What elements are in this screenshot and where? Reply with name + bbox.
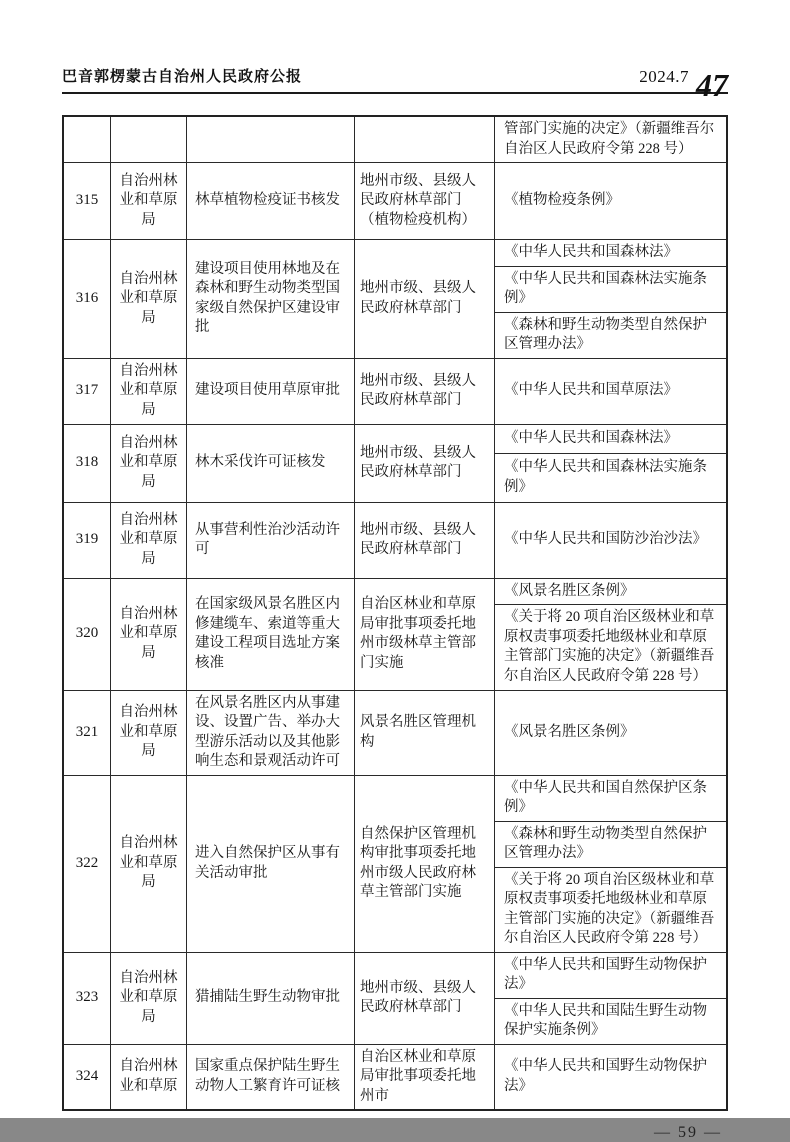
row-number-cell: 319: [75, 531, 99, 548]
table-row: [64, 502, 726, 578]
legal-basis-entry: 《中华人民共和国草原法》: [504, 382, 678, 399]
legal-basis-entry: 《风景名胜区条例》: [504, 582, 635, 599]
legal-basis-entry: 《中华人民共和国森林法》: [504, 429, 678, 446]
table-row: [64, 1044, 726, 1110]
department-cell: 自治州林业和草原局: [110, 240, 186, 358]
item-name-cell: [186, 117, 354, 162]
legal-basis-entry: 《中华人民共和国森林法》: [504, 244, 678, 260]
department-cell: [110, 117, 186, 162]
department-cell: 自治州林业和草原: [110, 1045, 186, 1110]
row-number-cell: 321: [75, 723, 99, 740]
legal-basis-cell: [494, 953, 726, 1044]
department-cell: 自治州林业和草原局: [110, 776, 186, 952]
page-number: — 59 —: [654, 1124, 722, 1141]
legal-basis-entry: 《中华人民共和国野生动物保护法》: [504, 1058, 707, 1094]
department-cell: 自治州林业和草原局: [110, 163, 186, 239]
item-name-cell: 林木采伐许可证核发: [186, 425, 354, 502]
legal-basis-entry: 《中华人民共和国自然保护区条例》: [504, 779, 707, 815]
legal-basis-cell: [494, 1045, 726, 1110]
table-row: [64, 690, 726, 775]
issue-number: 47: [696, 67, 728, 103]
table-row: [64, 117, 726, 162]
legal-basis-entry: 《森林和野生动物类型自然保护区管理办法》: [495, 821, 726, 867]
gazette-title: 巴音郭楞蒙古自治州人民政府公报: [62, 68, 303, 85]
item-name-cell: 林草植物检疫证书核发: [186, 163, 354, 239]
table-row: [64, 424, 726, 502]
implementer-cell: 自然保护区管理机构审批事项委托地州市级人民政府林草主管部门实施: [354, 776, 494, 952]
row-number-cell: 316: [75, 290, 99, 306]
row-number-cell: [64, 117, 110, 162]
implementer-cell: 地州市级、县级人民政府林草部门（植物检疫机构）: [354, 163, 494, 239]
table-row: [64, 239, 726, 358]
department-cell: 自治州林业和草原局: [110, 425, 186, 502]
legal-basis-cell: [494, 425, 726, 502]
legal-basis-entry: 《关于将 20 项自治区级林业和草原权责事项委托地级林业和草原主管部门实施的决定》（新疆维吾尔自治区人民政府令第 228 号）: [495, 604, 726, 689]
item-name-cell: 从事营利性治沙活动许可: [186, 503, 354, 578]
department-cell: 自治州林业和草原局: [110, 359, 186, 424]
legal-basis-cell: [494, 503, 726, 578]
implementer-cell: 自治区林业和草原局审批事项委托地州市: [354, 1045, 494, 1110]
department-cell: 自治州林业和草原局: [110, 503, 186, 578]
row-number-cell: 318: [75, 454, 99, 471]
item-name-cell: 建设项目使用林地及在森林和野生动物类型国家级自然保护区建设审批: [186, 240, 354, 358]
implementer-cell: 地州市级、县级人民政府林草部门: [354, 425, 494, 502]
table-row: [64, 578, 726, 690]
item-name-cell: 进入自然保护区从事有关活动审批: [186, 776, 354, 952]
legal-basis-entry: 《风景名胜区条例》: [504, 723, 635, 740]
department-cell: 自治州林业和草原局: [110, 579, 186, 690]
implementer-cell: 自治区林业和草原局审批事项委托地州市级林草主管部门实施: [354, 579, 494, 690]
table-row: [64, 775, 726, 952]
item-name-cell: 在国家级风景名胜区内修建缆车、索道等重大建设工程项目选址方案核准: [186, 579, 354, 690]
implementer-cell: 风景名胜区管理机构: [354, 691, 494, 775]
row-number-cell: 317: [75, 382, 99, 399]
item-name-cell: 建设项目使用草原审批: [186, 359, 354, 424]
table-row: [64, 162, 726, 239]
legal-basis-entry: 《森林和野生动物类型自然保护区管理办法》: [495, 312, 726, 358]
row-number-cell: 324: [75, 1068, 99, 1084]
item-name-cell: 猎捕陆生野生动物审批: [186, 953, 354, 1044]
department-cell: 自治州林业和草原局: [110, 953, 186, 1044]
legal-basis-cell: [494, 579, 726, 690]
legal-basis-cell: [494, 776, 726, 952]
implementer-cell: 地州市级、县级人民政府林草部门: [354, 503, 494, 578]
implementer-cell: [354, 117, 494, 162]
row-number-cell: 315: [75, 192, 99, 209]
legal-basis-cell: [494, 359, 726, 424]
implementer-cell: 地州市级、县级人民政府林草部门: [354, 359, 494, 424]
issue-date: 2024.7: [639, 67, 689, 86]
legal-basis-entry: 《植物检疫条例》: [504, 192, 620, 209]
legal-basis-cell: [494, 240, 726, 358]
table-row: [64, 358, 726, 424]
legal-basis-entry: 管部门实施的决定》（新疆维吾尔自治区人民政府令第 228 号）: [504, 121, 715, 157]
legal-basis-entry: 《关于将 20 项自治区级林业和草原权责事项委托地级林业和草原主管部门实施的决定》（新疆维吾尔自治区人民政府令第 228 号）: [495, 867, 726, 952]
page-header: [62, 0, 728, 103]
header-rule: [62, 92, 728, 94]
legal-basis-entry: 《中华人民共和国陆生野生动物保护实施条例》: [495, 998, 726, 1044]
implementer-cell: 地州市级、县级人民政府林草部门: [354, 953, 494, 1044]
table-row: [64, 952, 726, 1044]
row-number-cell: 322: [75, 854, 99, 871]
implementer-cell: 地州市级、县级人民政府林草部门: [354, 240, 494, 358]
legal-basis-entry: 《中华人民共和国野生动物保护法》: [504, 956, 707, 992]
item-name-cell: 国家重点保护陆生野生动物人工繁育许可证核: [186, 1045, 354, 1110]
issue-info: [639, 60, 728, 103]
department-cell: 自治州林业和草原局: [110, 691, 186, 775]
legal-basis-entry: 《中华人民共和国防沙治沙法》: [504, 531, 707, 548]
legal-basis-cell: [494, 691, 726, 775]
legal-basis-entry: 《中华人民共和国森林法实施条例》: [495, 266, 726, 312]
legal-basis-cell: [494, 163, 726, 239]
row-number-cell: 320: [75, 625, 99, 642]
legal-basis-entry: 《中华人民共和国森林法实施条例》: [495, 453, 726, 502]
page-footer: [62, 1124, 728, 1142]
row-number-cell: 323: [75, 989, 99, 1006]
approval-items-table: [62, 115, 728, 1111]
legal-basis-cell: [494, 117, 726, 162]
item-name-cell: 在风景名胜区内从事建设、设置广告、举办大型游乐活动以及其他影响生态和景观活动许可: [186, 691, 354, 775]
